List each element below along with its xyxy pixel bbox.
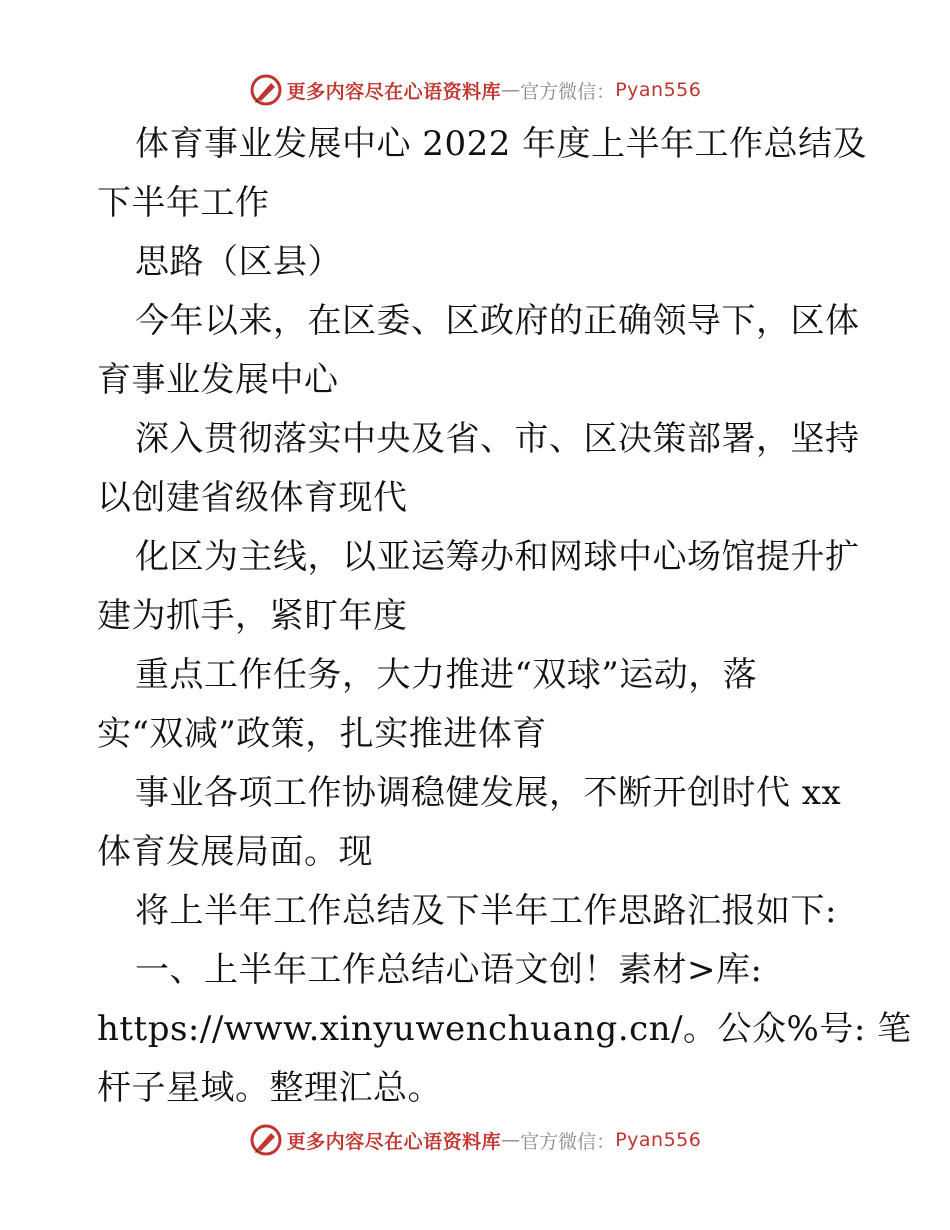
banner-wechat-id: Pyan556 [615,1129,702,1151]
text-line: 以创建省级体育现代 [97,478,408,518]
banner-site-text: 更多内容尽在心语资料库 [286,80,502,103]
text-line: 思路（区县） [135,242,342,282]
text-line: 事业各项工作协调稳健发展，不断开创时代 xx [135,773,842,813]
banner-wechat-label: 官方微信： [520,1130,616,1153]
text-line: 杆子星域。整理汇总。 [97,1068,442,1108]
text-line: 深入贯彻落实中央及省、市、区决策部署，坚持 [135,419,860,459]
text-line: 今年以来，在区委、区政府的正确领导下，区体 [135,301,860,341]
text-line: 体育发展局面。现 [97,832,373,872]
banner-wechat-id: Pyan556 [615,79,702,101]
banner-dash: — [501,79,521,101]
text-line: 将上半年工作总结及下半年工作思路汇报如下: [135,891,837,931]
banner-site-text: 更多内容尽在心语资料库 [286,1130,502,1153]
footer-watermark-banner [0,1120,950,1160]
text-line: 重点工作任务，大力推进“双球”运动，落 [135,655,758,695]
pen-logo-icon [249,73,283,107]
text-line: 化区为主线，以亚运筹办和网球中心场馆提升扩 [135,537,860,577]
text-line: 育事业发展中心 [97,360,339,400]
banner-dash: — [501,1129,521,1151]
text-line: 一、上半年工作总结心语文创！素材>库: [135,950,763,990]
text-line: 建为抓手，紧盯年度 [97,596,408,636]
header-watermark-banner [0,70,950,110]
document-body [97,124,912,1127]
banner-wechat-label: 官方微信： [520,80,616,103]
text-line: 实“双减”政策，扎实推进体育 [97,714,547,754]
text-line: 下半年工作 [97,183,270,223]
text-line: https://www.xinyuwenchuang.cn/。公众%号: 笔 [97,1009,912,1049]
text-line: 体育事业发展中心 2022 年度上半年工作总结及 [135,124,868,164]
pen-logo-icon [249,1123,283,1157]
